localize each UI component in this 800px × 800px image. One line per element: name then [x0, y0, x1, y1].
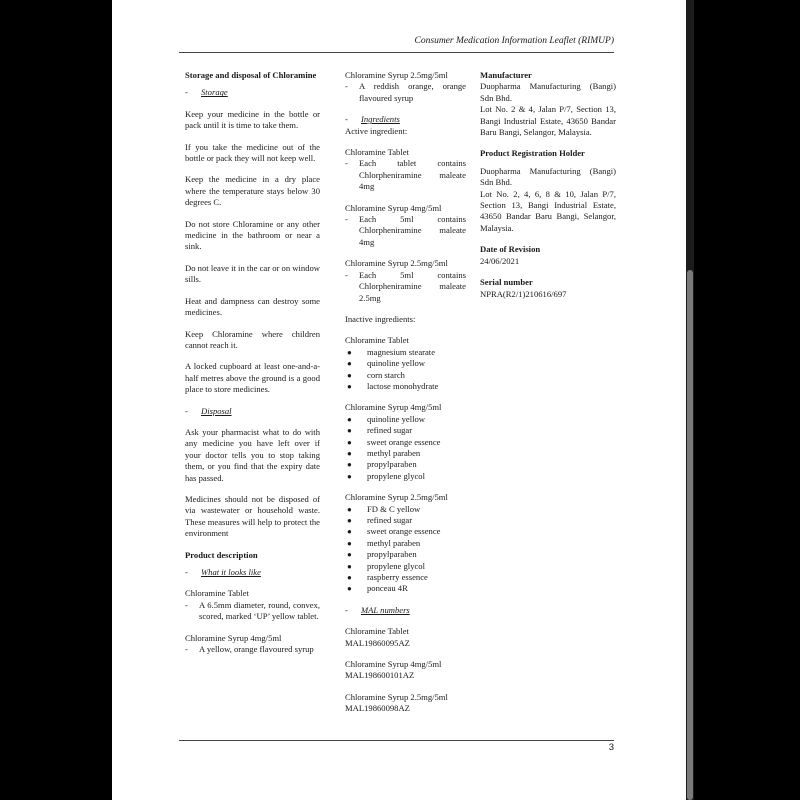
mal-number: MAL19860095AZ: [345, 637, 410, 648]
storage-paragraph: If you take the medicine out of the bottle or pack they will not keep well.: [185, 141, 320, 164]
inactive-ingredient-list: [345, 504, 466, 595]
storage-paragraph: Do not store Chloramine or any other medicine in the bathroom or near a sink.: [185, 218, 320, 252]
inactive-product-name: Chloramine Tablet: [345, 335, 409, 346]
document-page: [112, 0, 686, 800]
mal-product-name: Chloramine Syrup 2.5mg/5ml: [345, 691, 448, 702]
list-item: ● propylparaben: [347, 549, 417, 560]
registration-holder-name: Duopharma Manufacturing (Bangi) Sdn Bhd.: [480, 165, 616, 188]
looks-like-subheading: - What it looks like: [185, 567, 261, 577]
page-number: 3: [608, 742, 614, 753]
inactive-ingredient-list: [345, 414, 466, 482]
column-3: [480, 70, 616, 300]
inactive-ingredient-list: [345, 347, 466, 393]
manufacturer-heading: Manufacturer: [480, 70, 532, 80]
storage-paragraph: Keep Chloramine where children cannot reach it.: [185, 328, 320, 350]
active-product-name: Chloramine Syrup 2.5mg/5ml: [345, 258, 448, 269]
ingredients-subheading: - Ingredients: [345, 114, 400, 125]
list-item: ● methyl paraben: [347, 537, 421, 548]
active-product-name: Chloramine Syrup 4mg/5ml: [345, 202, 442, 213]
list-item: ● raspberry essence: [347, 572, 428, 583]
mal-numbers-subheading: - MAL numbers: [345, 604, 410, 615]
active-product-detail: - Each 5ml contains Chlorpheniramine maleate 4mg: [345, 214, 466, 247]
list-item: ● ponceau 4R: [347, 583, 408, 594]
serial-number-heading: Serial number: [480, 277, 533, 288]
revision-date-heading: Date of Revision: [480, 244, 541, 255]
list-item: ● sweet orange essence: [347, 526, 441, 537]
header-divider: [179, 52, 614, 53]
list-item: ● corn starch: [347, 369, 405, 380]
page-header-title: Consumer Medication Information Leaflet (RIMUP): [414, 36, 614, 46]
list-item: ● lactose monohydrate: [347, 380, 439, 391]
column-2: [345, 70, 466, 715]
mal-number: MAL19860098AZ: [345, 703, 410, 714]
disposal-paragraph: Medicines should not be disposed of via wastewater or household waste. These measures will help to protect the environment: [185, 493, 320, 539]
inactive-product-name: Chloramine Syrup 4mg/5ml: [345, 402, 442, 413]
syrup-4mg-description: - A yellow, orange flavoured syrup: [185, 644, 314, 655]
manufacturer-address: Lot No. 2 & 4, Jalan P/7, Section 13, Bangi Industrial Estate, 43650 Bandar Baru Bangi, Selangor, Malaysia.: [480, 104, 616, 138]
inactive-ingredient-label: Inactive ingredients:: [345, 313, 416, 324]
list-item: ● methyl paraben: [347, 447, 421, 458]
vertical-scrollbar[interactable]: [686, 0, 694, 800]
serial-number: NPRA(R2/1)210616/697: [480, 288, 567, 299]
list-item: ● quinoline yellow: [347, 358, 425, 369]
tablet-name: Chloramine Tablet: [185, 588, 249, 599]
active-product-name: Chloramine Tablet: [345, 147, 409, 158]
syrup-2-5mg-name: Chloramine Syrup 2.5mg/5ml: [345, 70, 448, 80]
active-product-detail: - Each 5ml contains Chlorpheniramine maleate 2.5mg: [345, 269, 466, 303]
list-item: ● magnesium stearate: [347, 346, 436, 357]
list-item: ● refined sugar: [347, 425, 413, 436]
storage-paragraph: Keep your medicine in the bottle or pack until it is time to take them.: [185, 108, 320, 131]
list-item: ● quinoline yellow: [347, 413, 425, 424]
list-item: ● propylene glycol: [347, 470, 425, 481]
mal-product-name: Chloramine Tablet: [345, 626, 409, 637]
syrup-2-5mg-description: - A reddish orange, orange flavoured syrup: [345, 81, 466, 103]
footer-divider: [179, 740, 614, 741]
disposal-paragraph: Ask your pharmacist what to do with any medicine you have left over if your doctor tells you to stop taking them, or you find that the expiry date has passed.: [185, 426, 320, 483]
mal-product-name: Chloramine Syrup 4mg/5ml: [345, 659, 442, 670]
list-item: ● sweet orange essence: [347, 436, 441, 447]
registration-holder-heading: Product Registration Holder: [480, 148, 585, 159]
storage-paragraph: A locked cupboard at least one-and-a-half metres above the ground is a good place to store medicines.: [185, 361, 320, 395]
storage-subheading: - Storage: [185, 87, 228, 98]
manufacturer-name: Duopharma Manufacturing (Bangi) Sdn Bhd.: [480, 81, 616, 103]
scrollbar-thumb[interactable]: [687, 270, 693, 800]
storage-paragraph: Heat and dampness can destroy some medicines.: [185, 295, 320, 318]
storage-paragraph: Keep the medicine in a dry place where the temperature stays below 30 degrees C.: [185, 174, 320, 208]
list-item: ● refined sugar: [347, 515, 413, 525]
list-item: ● FD & C yellow: [347, 503, 421, 514]
revision-date: 24/06/2021: [480, 255, 520, 266]
inactive-product-name: Chloramine Syrup 2.5mg/5ml: [345, 492, 448, 503]
disposal-subheading: - Disposal: [185, 405, 232, 416]
list-item: ● propylene glycol: [347, 560, 425, 571]
storage-paragraph: Do not leave it in the car or on window sills.: [185, 262, 320, 285]
mal-number: MAL198600101AZ: [345, 670, 415, 681]
tablet-description: - A 6.5mm diameter, round, convex, scored, marked ‘UP’ yellow tablet.: [185, 599, 320, 622]
registration-holder-address: Lot No. 2, 4, 6, 8 & 10, Jalan P/7, Section 13, Bangi Industrial Estate, 43650 Bandar Baru Bangi, Selangor, Malaysia.: [480, 188, 616, 233]
storage-disposal-heading: Storage and disposal of Chloramine: [185, 70, 317, 80]
active-product-detail: - Each tablet contains Chlorpheniramine maleate 4mg: [345, 158, 466, 192]
active-ingredient-label: Active ingredient:: [345, 125, 408, 136]
list-item: ● propylparaben: [347, 459, 417, 470]
column-1: [185, 70, 320, 655]
syrup-4mg-name: Chloramine Syrup 4mg/5ml: [185, 632, 282, 643]
product-description-heading: Product description: [185, 549, 258, 560]
